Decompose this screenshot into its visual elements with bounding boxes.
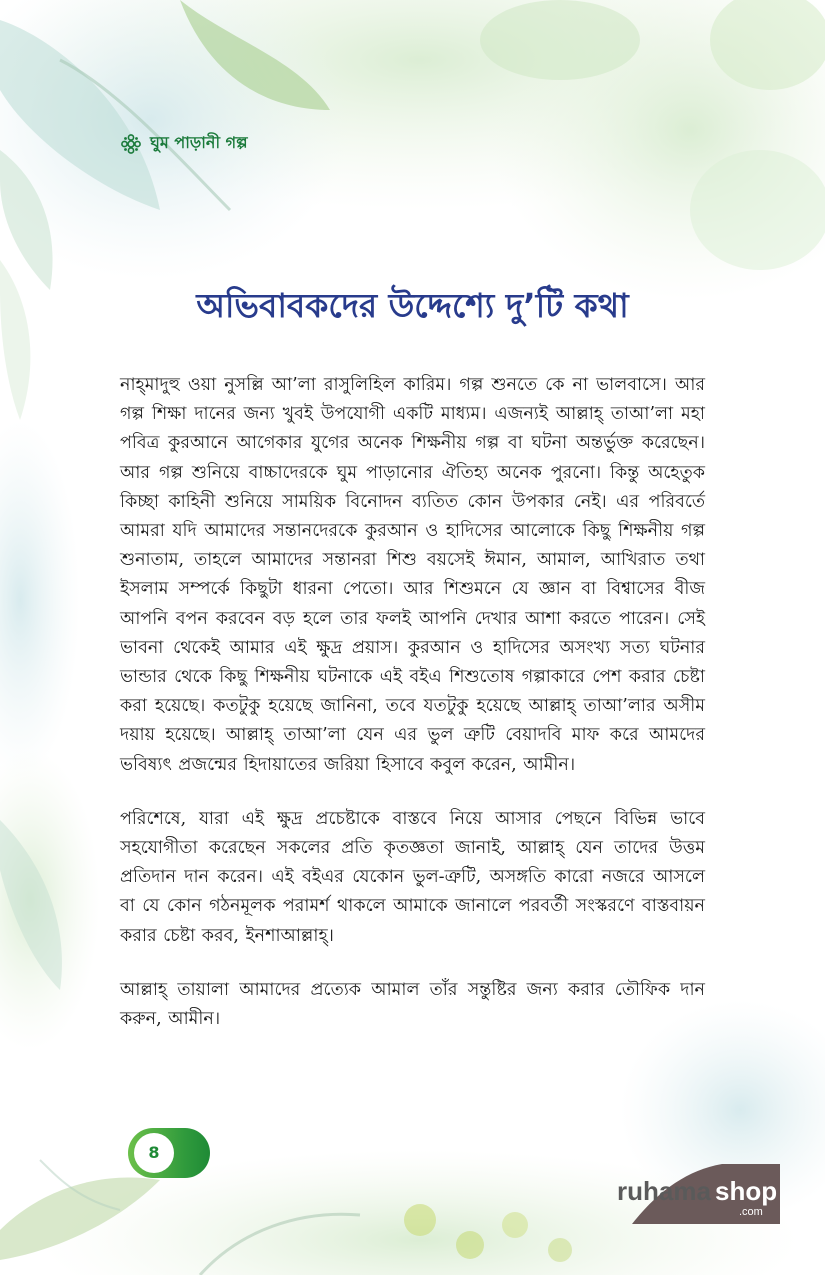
running-header [120, 130, 248, 157]
brand-name-part1: ruhama [617, 1176, 711, 1206]
page-number: 8 [134, 1133, 174, 1173]
page-number-badge [128, 1128, 210, 1178]
paragraph: নাহ্‌মাদুহু ওয়া নুসল্লি আ’লা রাসুলিহিল কারিম। গল্প শুনতে কে না ভালবাসে। আর গল্প শিক্ষা দানের জন্য খুবই উপযোগী একটি মাধ্যম। এজন্যই আল্লাহ্‌ তাআ’লা মহা পবিত্র কুরআনে আগেকার যুগের অনেক শিক্ষনীয় গল্প বা ঘটনা অন্তর্ভুক্ত করেছেন। আর গল্প শুনিয়ে বাচ্চাদেরকে ঘুম পাড়ানোর ঐতিহ্য অনেক পুরনো। কিন্তু অহেতুক কিচ্ছা কাহিনী শুনিয়ে সাময়িক বিনোদন ব্যতিত কোন উপকার নেই। এর পরিবর্তে আমরা যদি আমাদের সন্তানদেরকে কুরআন ও হাদিসের আলোকে কিছু শিক্ষনীয় গল্প শুনাতাম, তাহলে আমাদের সন্তানরা শিশু বয়সেই ঈমান, আমাল, আখিরাত তথা ইসলাম সম্পর্কে কিছুটা ধারনা পেতো। আর শিশুমনে যে জ্ঞান বা বিশ্বাসের বীজ আপনি বপন করবেন বড় হলে তার ফলই আপনি দেখার আশা করতে পারেন। সেই ভাবনা থেকেই আমার এই ক্ষুদ্র প্রয়াস। কুরআন ও হাদিসের অসংখ্য সত্য ঘটনার ভান্ডার থেকে কিছু শিক্ষনীয় ঘটনাকে এই বইএ শিশুতোষ গল্পাকারে পেশ করার চেষ্টা করা হয়েছে। কতটুকু হয়েছে জানিনা, তবে যতটুকু হয়েছে আল্লাহ্‌ তাআ’লার অসীম দয়ায় হয়েছে। আল্লাহ্‌ তাআ’লা যেন এর ভুল ত্রুটি বেয়াদবি মাফ করে আমদের ভবিষ্যৎ প্রজন্মের হিদায়াতের জরিয়া হিসাবে কবুল করেন, আমীন। [120, 375, 705, 775]
publisher-logo [612, 1162, 782, 1226]
book-title: ঘুম পাড়ানী গল্প [150, 133, 248, 152]
paragraph: পরিশেষে, যারা এই ক্ষুদ্র প্রচেষ্টাকে বাস্তবে নিয়ে আসার পেছনে বিভিন্ন ভাবে সহযোগীতা করেছেন সকলের প্রতি কৃতজ্ঞতা জানাই, আল্লাহ্‌ যেন তাদের উত্তম প্রতিদান দান করেন। এই বইএর যেকোন ভুল-ত্রুটি, অসঙ্গতি কারো নজরে আসলে বা যে কোন গঠনমূলক পরামর্শ থাকলে আমাকে জানালে পরবর্তী সংস্করণে বাস্তবায়ন করার চেষ্টা করব, ইনশাআল্লাহ্‌। [120, 808, 705, 946]
body-text [120, 371, 705, 1034]
brand-domain: .com [739, 1206, 763, 1218]
brand-name-part2: shop [715, 1176, 778, 1206]
paragraph: আল্লাহ্‌ তায়ালা আমাদের প্রত্যেক আমাল তাঁর সন্তুষ্টির জন্য করার তৌফিক দান করুন, আমীন। [120, 979, 705, 1030]
flower-ornament-icon [120, 133, 142, 155]
page-title: অভিবাবকদের উদ্দেশ্যে দু’টি কথা [196, 286, 629, 325]
